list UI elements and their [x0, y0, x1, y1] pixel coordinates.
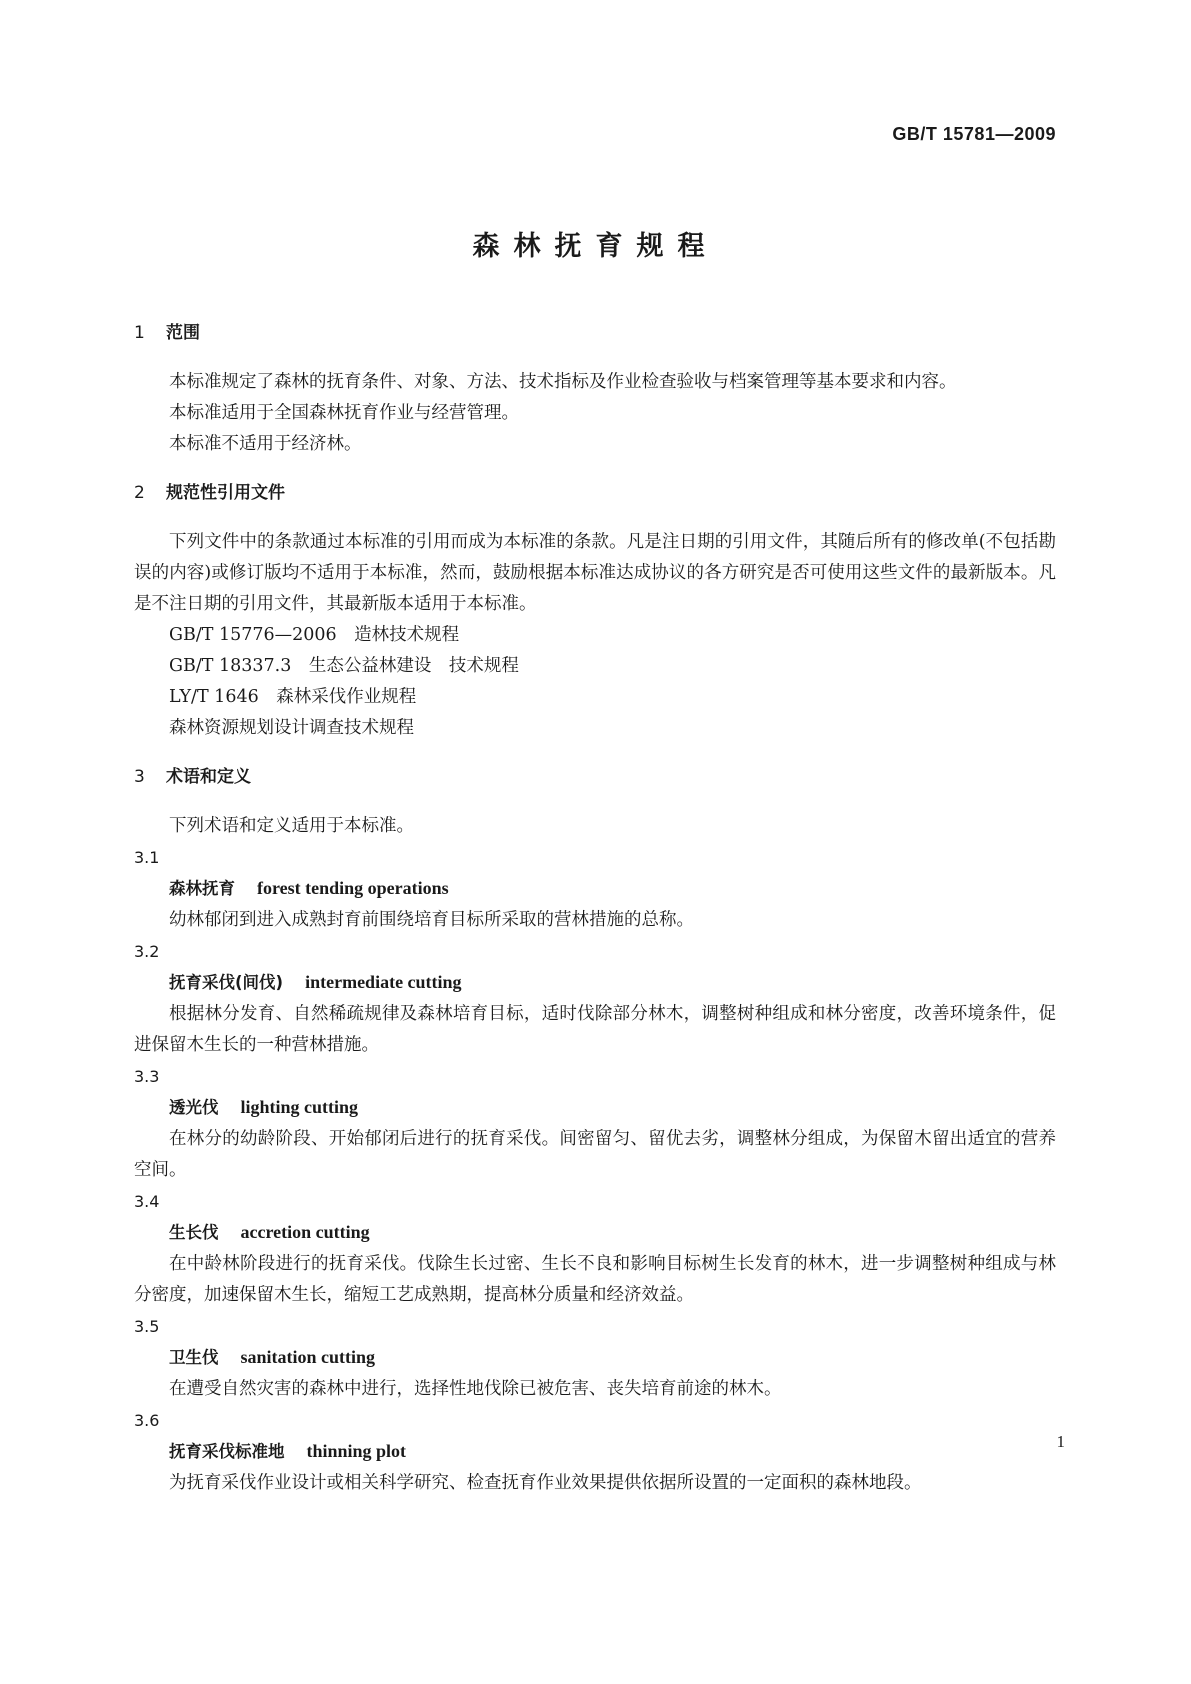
term-zh: 透光伐 [169, 1098, 219, 1117]
reference-item: GB/T 15776—2006 造林技术规程 [169, 625, 460, 645]
section-number: 2 [134, 483, 145, 503]
paragraph: 本标准适用于全国森林抚育作业与经营管理。 [169, 403, 519, 423]
term-en: thinning plot [306, 1441, 407, 1461]
section-number: 3 [134, 767, 145, 787]
section-title: 规范性引用文件 [166, 483, 285, 503]
term-zh: 抚育采伐(间伐) [169, 973, 284, 992]
term-entry [134, 1092, 1056, 1124]
paragraph: 本标准规定了森林的抚育条件、对象、方法、技术指标及作业检查验收与档案管理等基本要求和内容。 [169, 372, 957, 392]
term-en: intermediate cutting [305, 972, 462, 992]
term-zh: 森林抚育 [169, 879, 235, 898]
clause-number: 3.4 [134, 1192, 160, 1211]
term-definition: 在中龄林阶段进行的抚育采伐。伐除生长过密、生长不良和影响目标树生长发育的林木，进一步调整树种组成与林分密度，加速保留木生长，缩短工艺成熟期，提高林分质量和经济效益。 [134, 1254, 1056, 1305]
term-entry [134, 1342, 1056, 1374]
paragraph: 下列文件中的条款通过本标准的引用而成为本标准的条款。凡是注日期的引用文件，其随后所有的修改单(不包括勘误的内容)或修订版均不适用于本标准，然而，鼓励根据本标准达成协议的各方研究是否可使用这些文件的最新版本。凡是不注日期的引用文件，其最新版本适用于本标准。 [134, 532, 1056, 614]
term-en: lighting cutting [240, 1097, 359, 1117]
reference-item: GB/T 18337.3 生态公益林建设 技术规程 [169, 656, 519, 676]
document-body [134, 318, 1056, 1499]
section-heading-scope [134, 318, 1056, 349]
term-zh: 卫生伐 [169, 1348, 219, 1367]
term-en: sanitation cutting [240, 1347, 376, 1367]
term-definition: 为抚育采伐作业设计或相关科学研究、检查抚育作业效果提供依据所设置的一定面积的森林地段。 [169, 1473, 922, 1493]
term-en: accretion cutting [240, 1222, 370, 1242]
term-definition: 根据林分发育、自然稀疏规律及森林培育目标，适时伐除部分林木，调整树种组成和林分密度，改善环境条件，促进保留木生长的一种营林措施。 [134, 1004, 1056, 1055]
term-definition: 在林分的幼龄阶段、开始郁闭后进行的抚育采伐。间密留匀、留优去劣，调整林分组成，为保留木留出适宜的营养空间。 [134, 1129, 1056, 1180]
page-number: 1 [1056, 1432, 1065, 1451]
term-entry [134, 1217, 1056, 1249]
term-zh: 生长伐 [169, 1223, 219, 1242]
section-heading-normative-references [134, 478, 1056, 509]
section-number: 1 [134, 323, 145, 343]
term-definition: 幼林郁闭到进入成熟封育前围绕培育目标所采取的营林措施的总称。 [169, 910, 694, 930]
term-zh: 抚育采伐标准地 [169, 1442, 285, 1461]
section-title: 术语和定义 [166, 767, 251, 787]
clause-number: 3.6 [134, 1411, 160, 1430]
term-entry [134, 1436, 1056, 1468]
term-en: forest tending operations [257, 878, 449, 898]
paragraph: 下列术语和定义适用于本标准。 [169, 816, 414, 836]
term-definition: 在遭受自然灾害的森林中进行，选择性地伐除已被危害、丧失培育前途的林木。 [169, 1379, 782, 1399]
clause-number: 3.1 [134, 848, 160, 867]
section-title: 范围 [166, 323, 200, 343]
term-entry [134, 873, 1056, 905]
clause-number: 3.3 [134, 1067, 160, 1086]
reference-item: 森林资源规划设计调查技术规程 [169, 718, 414, 738]
page-title: 森林抚育规程 [472, 231, 719, 262]
paragraph: 本标准不适用于经济林。 [169, 434, 362, 454]
clause-number: 3.2 [134, 942, 160, 961]
reference-item: LY/T 1646 森林采伐作业规程 [169, 687, 417, 707]
term-entry [134, 967, 1056, 999]
standard-number: GB/T 15781—2009 [892, 124, 1056, 144]
clause-number: 3.5 [134, 1317, 160, 1336]
section-heading-terms [134, 762, 1056, 793]
